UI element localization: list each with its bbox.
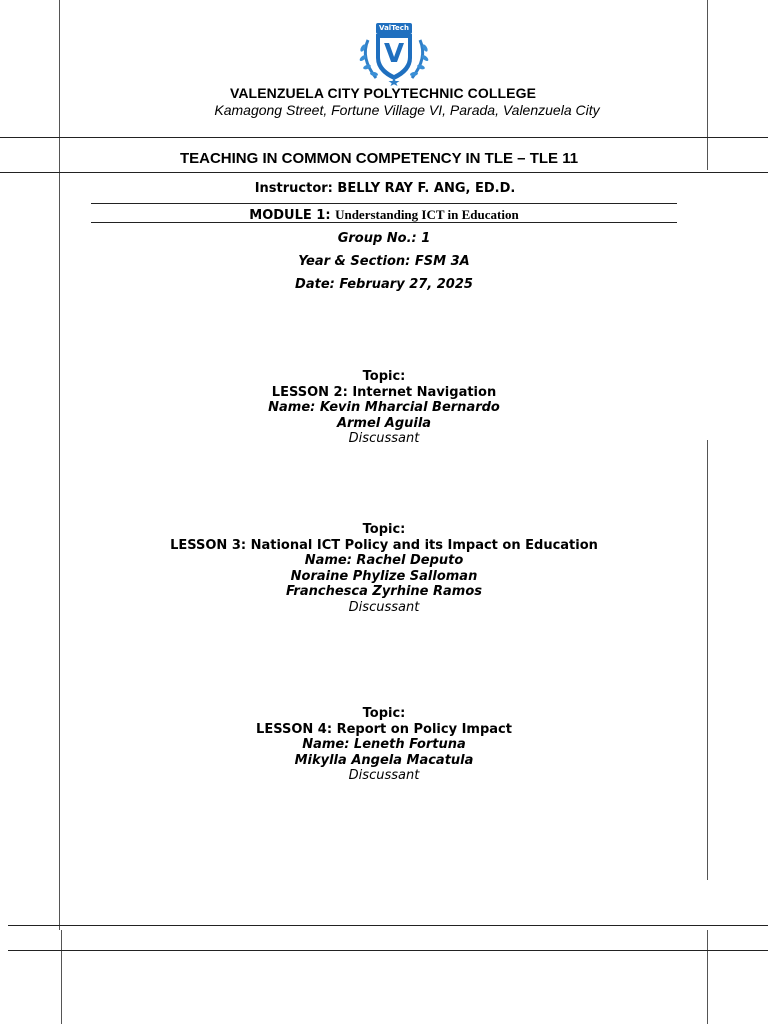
module-rule-top [91,203,677,204]
lesson-title: LESSON 4: Report on Policy Impact [256,721,512,737]
presenter-name: Franchesca Zyrhine Ramos [285,584,483,599]
presenter-name: Name: Leneth Fortuna [302,737,466,752]
topic-block-lesson-4 [0,706,768,784]
presenter-role: Discussant [348,599,420,615]
instructor-label: Instructor: [254,181,338,196]
module-title: Understanding ICT in Education [335,207,519,222]
right-border-lower [707,440,708,880]
instructor-name: BELLY RAY F. ANG, ED.D. [337,181,516,196]
group-number: Group No.: 1 [337,231,431,246]
left-border-lower [61,930,62,1024]
module-label: MODULE 1: [249,208,336,223]
college-address: Kamagong Street, Fortune Village VI, Parada, Valenzuela City [214,102,600,118]
instructor-line [1,181,768,197]
presenter-name: Armel Aguila [336,415,432,431]
footer-rule-top [8,925,768,926]
logo-banner-text: ValTech [379,24,409,32]
year-section: Year & Section: FSM 3A [298,254,470,269]
valtech-logo [350,18,438,86]
presenter-role: Discussant [348,431,420,446]
footer-rule-bottom [8,950,768,951]
right-border-bottom [707,930,708,1024]
header-rule-bottom [0,172,768,173]
topic-block-lesson-3 [0,522,768,615]
presenter-name: Noraine Phylize Salloman [290,568,478,584]
left-border-upper [59,0,60,930]
topic-label: Topic: [362,522,406,537]
presenter-role: Discussant [348,768,420,783]
header-rule-top [0,137,768,138]
logo-v-mark: V [383,39,405,69]
presenter-name: Mikylla Angela Macatula [294,752,474,768]
lesson-title: LESSON 2: Internet Navigation [271,384,497,400]
course-title: TEACHING IN COMMON COMPETENCY IN TLE – TLE 11 [179,150,579,167]
topic-block-lesson-2 [0,369,768,447]
lesson-title: LESSON 3: National ICT Policy and its Impact on Education [170,537,598,553]
presenter-name: Name: Rachel Deputo [304,553,464,568]
topic-label: Topic: [362,706,406,721]
college-name: VALENZUELA CITY POLYTECHNIC COLLEGE [229,85,537,101]
topic-label: Topic: [362,369,406,384]
report-date: Date: February 27, 2025 [295,277,473,292]
presenter-name: Name: Kevin Mharcial Bernardo [268,400,500,415]
module-line [0,206,768,223]
